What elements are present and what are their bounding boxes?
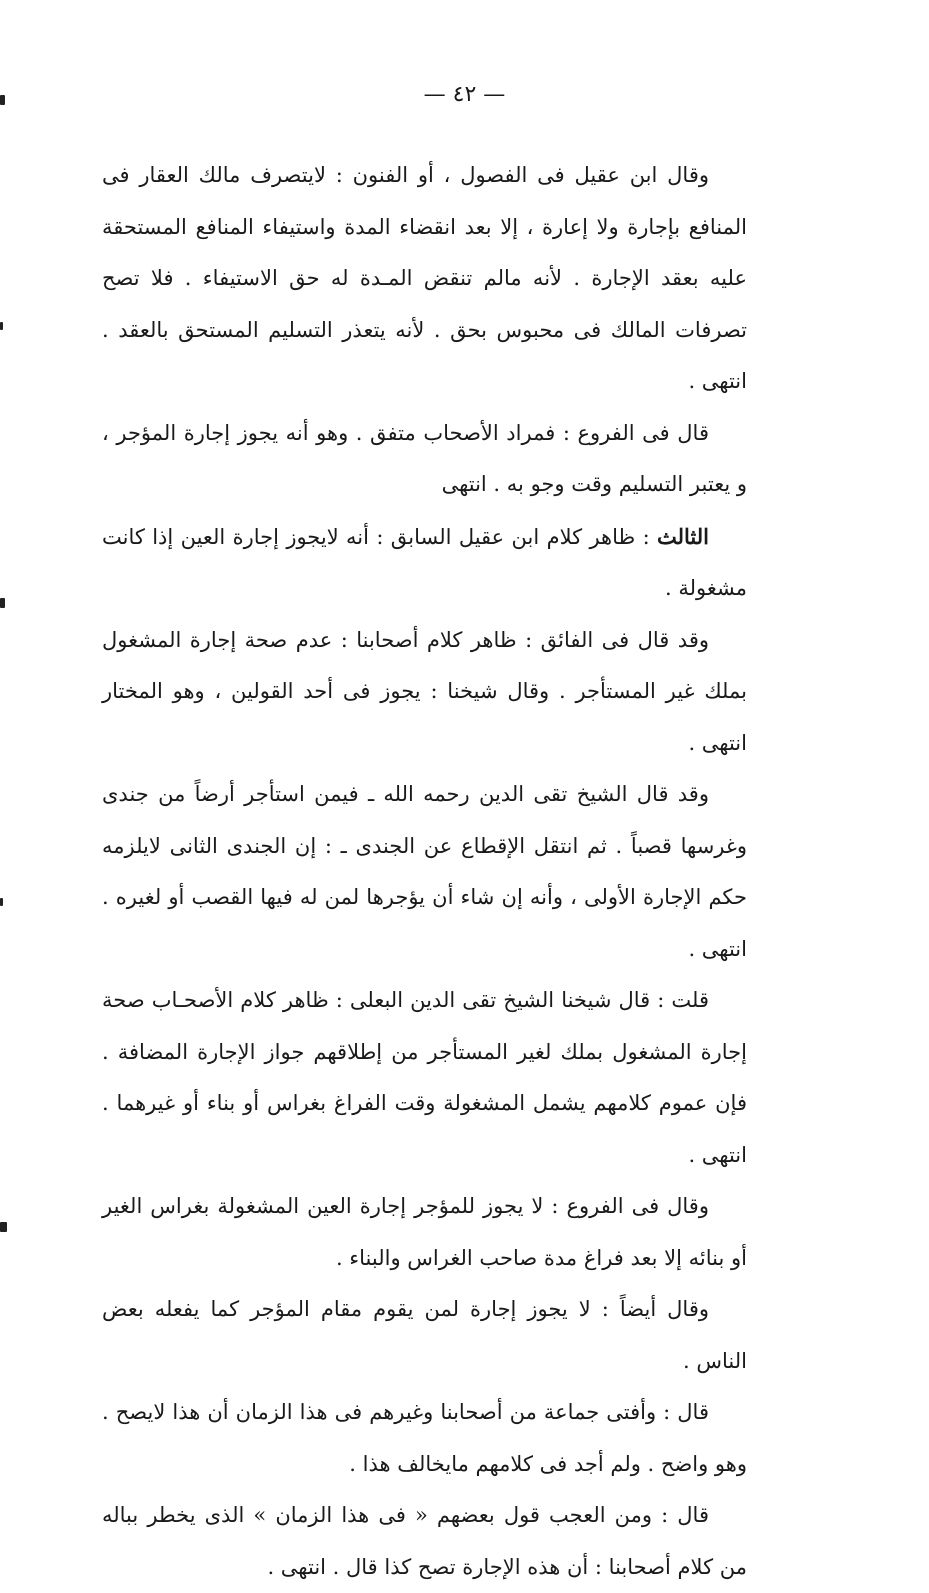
paragraph (102, 511, 747, 615)
paragraph-text: وقد قال الشيخ تقى الدين رحمه الله ـ فيمن استأجر أرضاً من جندى وغرسها قصباً . ثم انتقل الإقطاع عن الجندى ـ : إن الجندى الثانى لايلزمه حكم الإجارة الأولى ، وأنه إن شاء أن يؤجرها لمن له فيها القصب أو لغيره . انتهى . (102, 782, 747, 961)
page-number: — ٤٢ — (423, 82, 506, 107)
paragraph-text: وقد قال فى الفائق : ظاهر كلام أصحابنا : عدم صحة إجارة المشغول بملك غير المستأجر . وقال شيخنا : يجوز فى أحد القولين ، وهو المختار انتهى . (102, 627, 747, 755)
scan-edge-mark (0, 898, 3, 906)
paragraph (102, 769, 747, 975)
paragraph (102, 1490, 747, 1593)
paragraph-text: قلت : قال شيخنا الشيخ تقى الدين البعلى : ظاهر كلام الأصحـاب صحة إجارة المشغول بملك لغير المستأجر من إطلاقهم جواز الإجارة المضافة . فإن عموم كلامهم يشمل المشغولة وقت الفراغ بغراس أو بناء أو غيرهما . انتهى . (102, 988, 747, 1167)
scan-edge-mark (0, 95, 5, 105)
paragraph-text: قال : وأفتى جماعة من أصحابنا وغيرهم فى هذا الزمان أن هذا لايصح . وهو واضح . ولم أجد فى كلامهم مايخالف هذا . (102, 1400, 747, 1476)
paragraph (102, 615, 747, 770)
paragraph-text: قال فى الفروع : فمراد الأصحاب متفق . وهو أنه يجوز إجارة المؤجر ، و يعتبر التسليم وقت وجو به . انتهى (102, 420, 747, 496)
scan-edge-mark (0, 598, 5, 608)
paragraph (102, 1181, 747, 1284)
paragraph-text: وقال أيضاً : لا يجوز إجارة لمن يقوم مقام المؤجر كما يفعله بعض الناس . (102, 1297, 747, 1373)
section-lead-word: الثالث (657, 523, 709, 549)
paragraph-text: وقال ابن عقيل فى الفصول ، أو الفنون : لايتصرف مالك العقار فى المنافع بإجارة ولا إعارة ، إلا بعد انقضاء المدة واستيفاء المنافع المستحقة عليه بعقد الإجارة . لأنه مالم تنقض المـدة له حق الاستيفاء . فلا تصح تصرفات المالك فى محبوس بحق . لأنه يتعذر التسليم المستحق بالعقد . انتهى . (102, 163, 747, 393)
scan-edge-mark (0, 322, 3, 330)
paragraph (102, 1284, 747, 1387)
paragraph (102, 1387, 747, 1490)
paragraph (102, 150, 747, 408)
paragraph-text: : ظاهر كلام ابن عقيل السابق : أنه لايجوز إجارة العين إذا كانت مشغولة . (102, 524, 747, 600)
paragraph (102, 408, 747, 511)
paragraph (102, 975, 747, 1181)
paragraph-text: وقال فى الفروع : لا يجوز للمؤجر إجارة العين المشغولة بغراس الغير أو بنائه إلا بعد فراغ مدة صاحب الغراس والبناء . (102, 1194, 747, 1270)
paragraph-text: قال : ومن العجب قول بعضهم « فى هذا الزمان » الذى يخطر بباله من كلام أصحابنا : أن هذه الإجارة تصح كذا قال . انتهى . (102, 1503, 747, 1579)
body-text (102, 150, 747, 1593)
scan-edge-mark (0, 1222, 7, 1232)
